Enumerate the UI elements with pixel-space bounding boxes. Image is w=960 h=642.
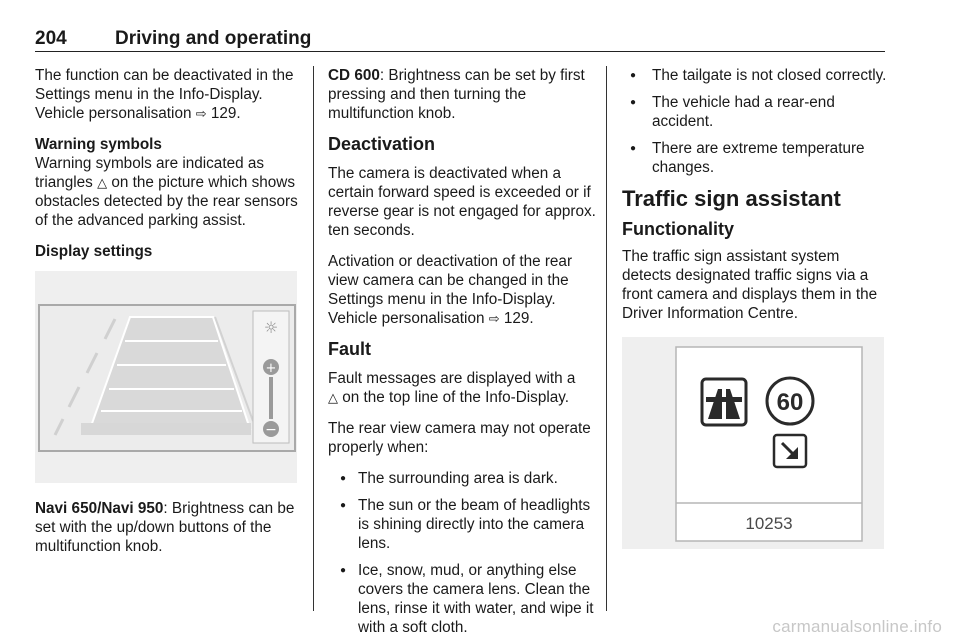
fault-text: Fault messages are displayed with a △ on the top line of the Info-Display. [328, 370, 576, 406]
svg-text:☼: ☼ [263, 318, 279, 337]
list-item: ● The vehicle had a rear-end accident. [622, 93, 890, 131]
list-item: ● The tailgate is not closed correctly. [622, 66, 890, 85]
motorway-sign-icon [702, 379, 746, 425]
list-item: ● There are extreme temperature changes. [622, 139, 890, 177]
fault-heading: Fault [328, 339, 371, 359]
activation-text: Activation or deactivation of the rear view camera can be changed in the Settings menu in the Info-Display. Vehicle personalisation ⇨ 129. [328, 253, 573, 327]
chapter-title: Driving and operating [115, 28, 312, 49]
svg-text:−: − [265, 422, 277, 438]
svg-text:60: 60 [776, 389, 804, 416]
page-ref: 129. [210, 105, 241, 122]
traffic-sign-assistant-heading: Traffic sign assistant [622, 186, 841, 211]
warning-symbols-text: Warning symbols are indicated as triangles △ on the picture which shows obstacles detected by the rear sensors of the advanced parking assist. [35, 155, 298, 229]
column-1 [35, 66, 303, 568]
figure-number: 10253 [745, 514, 793, 533]
list-item: ● The surrounding area is dark. [328, 469, 596, 488]
functionality-heading: Functionality [622, 219, 734, 239]
page-header [35, 28, 885, 52]
navi-label: Navi 650/Navi 950 [35, 500, 164, 517]
list-item: ● The sun or the beam of headlights is shining directly into the camera lens. [328, 496, 596, 553]
traffic-sign-figure [622, 337, 884, 549]
may-not-operate-text: The rear view camera may not operate properly when: [328, 420, 591, 456]
warning-symbols-heading: Warning symbols [35, 136, 162, 153]
column-3 [622, 66, 890, 549]
list-item: ● Ice, snow, mud, or anything else covers the camera lens. Clean the lens, rinse it with water, and wipe it with a soft cloth. [328, 561, 596, 637]
intro-paragraph: The function can be deactivated in the Settings menu in the Info-Display. Vehicle personalisation ⇨ 129. [35, 67, 294, 122]
deactivation-text: The camera is deactivated when a certain forward speed is exceeded or if reverse gear is not engaged for approx. ten seconds. [328, 165, 596, 239]
display-settings-heading: Display settings [35, 243, 153, 260]
navi-paragraph: Navi 650/Navi 950: Brightness can be set with the up/down buttons of the multifunction knob. [35, 500, 295, 555]
cd-label: CD 600 [328, 67, 380, 84]
cd-paragraph: CD 600: Brightness can be set by first pressing and then turning the multifunction knob. [328, 67, 585, 122]
watermark: carmanualsonline.info [772, 617, 942, 636]
deactivation-heading: Deactivation [328, 134, 436, 154]
camera-conditions-list-continued [622, 66, 890, 177]
page-ref-icon: ⇨ [195, 106, 207, 121]
traffic-sign-illustration [622, 337, 884, 549]
column-divider [606, 66, 607, 611]
camera-conditions-list [328, 469, 596, 637]
rear-camera-display-figure [35, 271, 297, 483]
svg-text:+: + [265, 361, 277, 376]
functionality-text: The traffic sign assistant system detects designated traffic signs via a front camera and displays them in the Driver Information Centre. [622, 248, 878, 322]
rear-camera-illustration [35, 271, 297, 483]
column-divider [313, 66, 314, 611]
arrow-down-right-sign-icon [774, 435, 806, 467]
page-number: 204 [35, 28, 67, 49]
column-2 [328, 66, 596, 642]
warning-triangle-icon: △ [328, 390, 338, 405]
page-ref-icon: ⇨ [488, 311, 500, 326]
speed-limit-sign-icon [767, 378, 813, 424]
warning-triangle-icon: △ [97, 175, 108, 190]
